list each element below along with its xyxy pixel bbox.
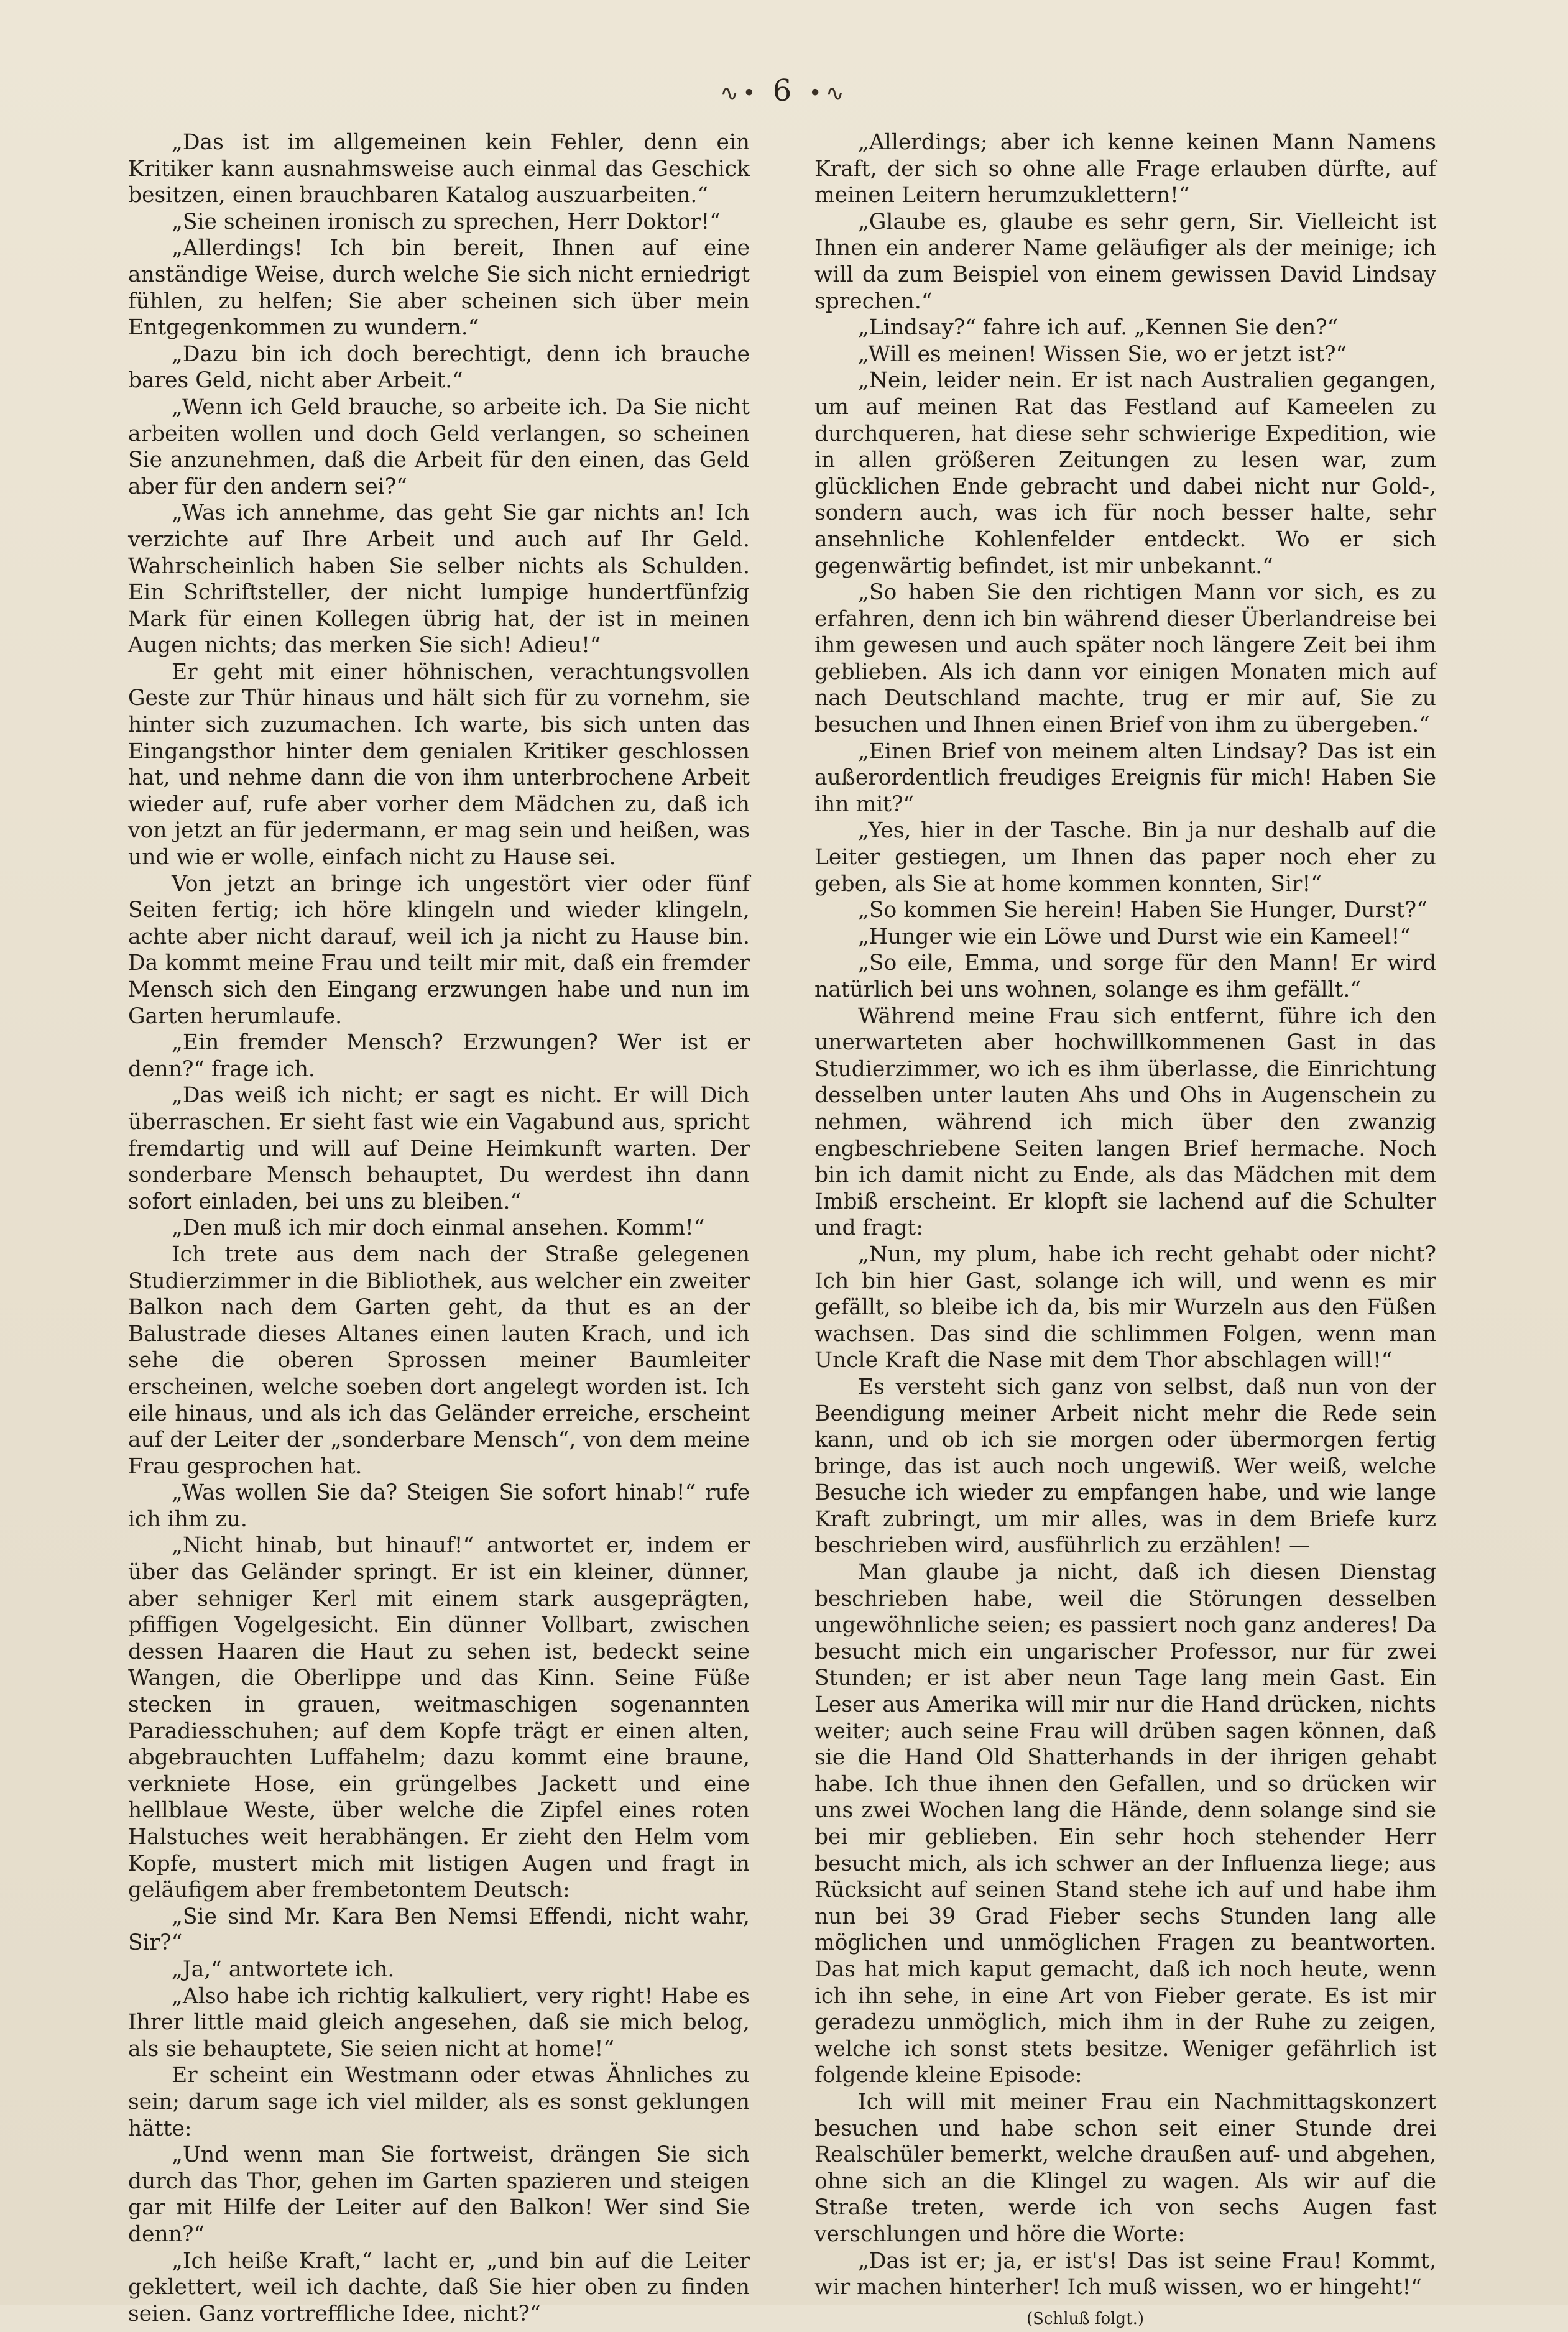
paragraph: „Wenn ich Geld brauche, so arbeite ich. Da Sie nicht arbeiten wollen und doch Geld verlangen, so scheinen Sie anzunehmen, daß die Arbeit für den einen, das Geld aber für den andern sei?“ [128,394,750,499]
paragraph: „Allerdings! Ich bin bereit, Ihnen auf eine anständige Weise, durch welche Sie sich nicht erniedrigt fühlen, zu helfen; Sie aber scheinen sich über mein Entgegenkommen zu wundern.“ [128,236,750,341]
paragraph: „Will es meinen! Wissen Sie, wo er jetzt ist?“ [858,341,1347,367]
paragraph: „Das ist im allgemeinen kein Fehler, denn ein Kritiker kann ausnahmsweise auch einmal das Geschick besitzen, einen brauchbaren Katalog auszuarbeiten.“ [128,130,750,208]
paragraph: „Also habe ich richtig kalkuliert, very right! Habe es Ihrer little maid gleich angesehen, daß sie mich belog, als sie behauptete, Sie seien nicht at home!“ [128,1983,750,2062]
paragraph: „So haben Sie den richtigen Mann vor sich, es zu erfahren, denn ich bin während dieser Überlandreise bei ihm gewesen und auch später noch längere Zeit bei ihm geblieben. Als ich dann vor einigen Monaten mich auf nach Deutschland machte, trug er mir auf, Sie zu besuchen und Ihnen einen Brief von ihm zu übergeben.“ [814,580,1436,738]
paragraph: Während meine Frau sich entfernt, führe ich den unerwarteten aber hochwillkommenen Gast in das Studierzimmer, wo ich es ihm überlasse, die Einrichtung desselben unter lauten Ahs und Ohs in Augenschein zu nehmen, während ich mich über den zwanzig engbeschriebene Seiten langen Brief hermache. Noch bin ich damit nicht zu Ende, als das Mädchen mit dem Imbiß erscheint. Er klopft sie lachend auf die Schulter und fragt: [814,1003,1436,1241]
paragraph: „Den muß ich mir doch einmal ansehen. Komm!“ [172,1215,705,1241]
paragraph: „Das weiß ich nicht; er sagt es nicht. Er will Dich überraschen. Er sieht fast wie ein Vagabund aus, spricht fremdartig und will auf Deine Heimkunft warten. Der sonderbare Mensch behauptet, Du werdest ihn dann sofort einladen, bei uns zu bleiben.“ [128,1083,750,1214]
paragraph: „Glaube es, glaube es sehr gern, Sir. Vielleicht ist Ihnen ein anderer Name geläufiger als der meinige; ich will da zum Beispiel von einem gewissen David Lindsay sprechen.“ [814,209,1436,314]
ornament-left: ∿• [720,81,760,106]
paragraph: „Sie sind Mr. Kara Ben Nemsi Effendi, nicht wahr, Sir?“ [128,1904,750,1956]
paragraph: „Und wenn man Sie fortweist, drängen Sie sich durch das Thor, gehen im Garten spazieren und steigen gar mit Hilfe der Leiter auf den Balkon! Wer sind Sie denn?“ [128,2142,750,2247]
paragraph: „Nein, leider nein. Er ist nach Australien gegangen, um auf meinen Rat das Festland auf Kameelen zu durchqueren, hat diese sehr schwierige Expedition, wie in allen größeren Zeitungen zu lesen war, zum glücklichen Ende gebracht und dabei nicht nur Gold-, sondern auch, was ich für noch besser halte, sehr ansehnliche Kohlenfelder entdeckt. Wo er sich gegenwärtig befindet, ist mir unbekannt.“ [814,368,1436,579]
right-column [814,129,1436,2332]
paragraph: Er geht mit einer höhnischen, verachtungsvollen Geste zur Thür hinaus und hält sich für zu vornehm, sie hinter sich zuzumachen. Ich warte, bis sich unten das Eingangsthor hinter dem genialen Kritiker geschlossen hat, und nehme dann die von ihm unterbrochene Arbeit wieder auf, rufe aber vorher dem Mädchen zu, daß ich von jetzt an für jedermann, er mag sein und heißen, was und wie er wolle, einfach nicht zu Hause sei. [128,659,750,870]
left-column [128,129,750,2327]
paragraph: „Nicht hinab, but hinauf!“ antwortet er, indem er über das Geländer springt. Er ist ein kleiner, dünner, aber sehniger Kerl mit einem stark ausgeprägten, pfiffigen Vogelgesicht. Ein dünner Vollbart, zwischen dessen Haaren die Haut zu sehen ist, bedeckt seine Wangen, die Oberlippe und das Kinn. Seine Füße stecken in grauen, weitmaschigen sogenannten Paradiesschuhen; auf dem Kopfe trägt er einen alten, abgebrauchten Luffahelm; dazu kommt eine braune, verkniete Hose, ein grüngelbes Jackett und eine hellblaue Weste, über welche die Zipfel eines roten Halstuches weit herabhängen. Er zieht den Helm vom Kopfe, mustert mich mit listigen Augen und fragt in geläufigem aber frembetontem Deutsch: [128,1533,750,1903]
paragraph: „Lindsay?“ fahre ich auf. „Kennen Sie den?“ [858,315,1339,341]
paragraph: Ich trete aus dem nach der Straße gelegenen Studierzimmer in die Bibliothek, aus welcher ein zweiter Balkon nach dem Garten geht, da thut es an der Balustrade dieses Altanes einen lauten Krach, und ich sehe die oberen Sprossen meiner Baumleiter erscheinen, welche soeben dort angelegt worden ist. Ich eile hinaus, und als ich das Geländer erreiche, erscheint auf der Leiter der „sonderbare Mensch“, von dem meine Frau gesprochen hat. [128,1242,750,1479]
paragraph: „Das ist er; ja, er ist's! Das ist seine Frau! Kommt, wir machen hinterher! Ich muß wissen, wo er hingeht!“ [814,2248,1436,2300]
paragraph: „Dazu bin ich doch berechtigt, denn ich brauche bares Geld, nicht aber Arbeit.“ [128,341,750,394]
paragraph: „Einen Brief von meinem alten Lindsay? Das ist ein außerordentlich freudiges Ereignis für mich! Haben Sie ihn mit?“ [814,739,1436,817]
paragraph: „Sie scheinen ironisch zu sprechen, Herr Doktor!“ [172,209,721,234]
paragraph: „So eile, Emma, und sorge für den Mann! Er wird natürlich bei uns wohnen, solange es ihm gefällt.“ [814,951,1436,1002]
paragraph: „Allerdings; aber ich kenne keinen Mann Namens Kraft, der sich so ohne alle Frage erlauben dürfte, auf meinen Leitern herumzuklettern!“ [814,130,1436,208]
paragraph: Von jetzt an bringe ich ungestört vier oder fünf Seiten fertig; ich höre klingeln und wieder klingeln, achte aber nicht darauf, weil ich ja nicht zu Hause bin. Da kommt meine Frau und teilt mir mit, daß ein fremder Mensch sich den Eingang erzwungen habe und nun im Garten herumlaufe. [128,871,750,1029]
paragraph: „Ein fremder Mensch? Erzwungen? Wer ist er denn?“ frage ich. [128,1030,750,1082]
paragraph: „Was ich annehme, das geht Sie gar nichts an! Ich verzichte auf Ihre Arbeit und auch auf Ihr Geld. Wahrscheinlich haben Sie selber nichts als Schulden. Ein Schriftsteller, der nicht lumpige hundertfünfzig Mark für einen Kollegen übrig hat, der ist in meinen Augen nichts; das merken Sie sich! Adieu!“ [128,500,750,658]
paragraph: „Was wollen Sie da? Steigen Sie sofort hinab!“ rufe ich ihm zu. [128,1480,750,1532]
ornament-right: •∿ [808,81,848,106]
paragraph: „Yes, hier in der Tasche. Bin ja nur deshalb auf die Leiter gestiegen, um Ihnen das paper noch eher zu geben, als Sie at home kommen konnten, Sir!“ [814,818,1436,896]
page-header [0,73,1568,108]
paragraph: Es versteht sich ganz von selbst, daß nun von der Beendigung meiner Arbeit nicht mehr die Rede sein kann, und ob ich sie morgen oder übermorgen fertig bringe, das ist auch noch ungewiß. Wer weiß, welche Besuche ich wieder zu empfangen habe, und wie lange Kraft zubringt, um mir alles, was in dem Briefe kurz beschrieben wird, ausführlich zu erzählen! — [814,1374,1436,1559]
paragraph: Man glaube ja nicht, daß ich diesen Dienstag beschrieben habe, weil die Störungen desselben ungewöhnliche seien; es passiert noch ganz anderes! Da besucht mich ein ungarischer Professor, nur für zwei Stunden; er ist aber neun Tage lang mein Gast. Ein Leser aus Amerika will mir nur die Hand drücken, nichts weiter; auch seine Frau will drüben sagen können, daß sie die Hand Old Shatterhands in der ihrigen gehabt habe. Ich thue ihnen den Gefallen, und so drücken wir uns zwei Wochen lang die Hände, denn solange sind sie bei mir geblieben. Ein sehr hoch stehender Herr besucht mich, als ich schwer an der Influenza liege; aus Rücksicht auf seinen Stand stehe ich auf und habe ihm nun bei 39 Grad Fieber sechs Stunden lang alle möglichen und unmöglichen Fragen zu beantworten. Das hat mich kaput gemacht, daß ich noch heute, wenn ich ihn sehe, in eine Art von Fieber gerate. Es ist mir geradezu unmöglich, mich ihm in der Ruhe zu zeigen, welche ich sonst stets besitze. Weniger gefährlich ist folgende kleine Episode: [814,1560,1436,2088]
paragraph: „So kommen Sie herein! Haben Sie Hunger, Durst?“ [858,898,1427,923]
paragraph: „Nun, my plum, habe ich recht gehabt oder nicht? Ich bin hier Gast, solange ich will, und wenn es mir gefällt, so bleibe ich da, bis mir Wurzeln aus den Füßen wachsen. Das sind die schlimmen Folgen, wenn man Uncle Kraft die Nase mit dem Thor abschlagen will!“ [814,1242,1436,1373]
continuation-note: (Schluß folgt.) [1026,2309,1144,2328]
paragraph: „Ich heiße Kraft,“ lacht er, „und bin auf die Leiter geklettert, weil ich dachte, daß Sie hier oben zu finden seien. Ganz vortreffliche Idee, nicht?“ [128,2248,750,2326]
page-number: 6 [772,73,796,108]
paragraph: „Ja,“ antwortete ich. [172,1956,395,1982]
paragraph: „Hunger wie ein Löwe und Durst wie ein Kameel!“ [858,924,1411,949]
paragraph: Ich will mit meiner Frau ein Nachmittagskonzert besuchen und habe schon seit einer Stunde drei Realschüler bemerkt, welche draußen auf- und abgehen, ohne sich an die Klingel zu wagen. Als wir auf die Straße treten, werde ich von sechs Augen fast verschlungen und höre die Worte: [814,2089,1436,2247]
paragraph: Er scheint ein Westmann oder etwas Ähnliches zu sein; darum sage ich viel milder, als es sonst geklungen hätte: [128,2063,750,2141]
